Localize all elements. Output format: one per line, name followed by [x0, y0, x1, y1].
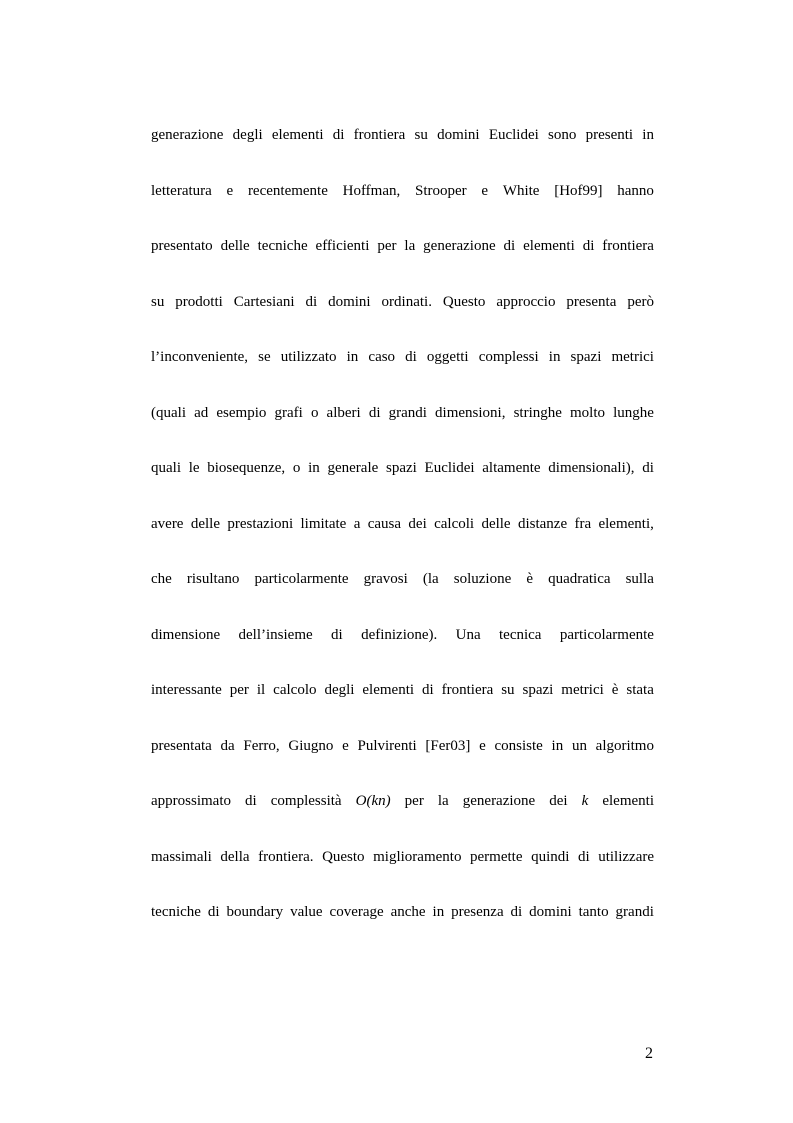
word: metrici: [561, 682, 604, 698]
word: di: [405, 349, 417, 365]
text-line: [151, 178, 654, 234]
word: di: [207, 904, 220, 920]
word: O(kn): [355, 793, 391, 809]
word: elementi: [523, 238, 575, 254]
word: oggetti: [426, 349, 469, 365]
word: su: [414, 127, 428, 143]
word: anche: [390, 904, 426, 920]
word: presentato: [151, 238, 213, 254]
word: in: [432, 904, 445, 920]
word: definizione).: [361, 626, 438, 643]
text-line: [151, 455, 654, 511]
text-line: [151, 289, 654, 345]
word: avere: [151, 515, 184, 532]
word: e: [226, 182, 234, 199]
word: generale: [327, 460, 379, 476]
word: Una: [455, 626, 481, 643]
word: metrici: [611, 349, 654, 365]
word: recentemente: [247, 182, 328, 199]
word: per: [377, 238, 397, 254]
word: Questo: [442, 293, 486, 310]
word: generazione: [462, 793, 536, 809]
text-line: [151, 566, 654, 622]
word: quindi: [531, 848, 570, 865]
word: quadratica: [548, 571, 611, 587]
word: tecnica: [499, 626, 542, 643]
word: degli: [232, 127, 263, 143]
word: frontiera: [602, 238, 654, 254]
word: massimali: [151, 848, 212, 865]
word: in: [642, 127, 654, 143]
word: esempio: [216, 404, 267, 421]
word: ordinati.: [381, 293, 432, 310]
word: [Fer03]: [425, 737, 471, 754]
word: delle: [190, 515, 220, 532]
word: Strooper: [415, 182, 467, 199]
word: fra: [574, 515, 592, 532]
word: frontiera.: [258, 848, 314, 865]
word: in: [551, 737, 564, 754]
word: spazi: [522, 682, 554, 698]
word: di: [368, 404, 381, 421]
word: di: [331, 626, 343, 643]
page-number: 2: [645, 1045, 653, 1062]
word: Pulvirenti: [357, 737, 417, 754]
word: in: [548, 349, 561, 365]
text-line: [151, 622, 654, 678]
word: complessi: [478, 349, 539, 365]
word: value: [290, 904, 323, 920]
word: sulla: [625, 571, 654, 587]
word: Questo: [322, 848, 365, 865]
word: da: [220, 737, 235, 754]
word: approccio: [496, 293, 556, 310]
word: dimensioni,: [435, 404, 506, 421]
word: utilizzato: [280, 349, 337, 365]
word: di: [582, 238, 595, 254]
word: grandi: [615, 904, 654, 920]
word: per: [404, 793, 424, 809]
word: della: [220, 848, 250, 865]
word: o: [310, 404, 319, 421]
word: delle: [481, 515, 511, 532]
word: (la: [422, 571, 439, 587]
word: elementi: [362, 682, 415, 698]
word: domini: [437, 127, 480, 143]
word: boundary: [226, 904, 284, 920]
word: di: [245, 793, 257, 809]
word: frontiera: [353, 127, 406, 143]
word: in: [346, 349, 359, 365]
word: generazione: [423, 238, 496, 254]
word: molto: [570, 404, 606, 421]
word: Giugno: [288, 737, 334, 754]
word: prodotti: [175, 293, 223, 310]
text-line: [151, 122, 654, 178]
word: e: [481, 182, 489, 199]
word: letteratura: [151, 182, 212, 199]
word: elementi,: [598, 515, 654, 532]
word: dell’insieme: [238, 626, 313, 643]
word: White: [502, 182, 540, 199]
word: Euclidei: [488, 127, 539, 143]
word: k: [581, 793, 589, 809]
word: alberi: [326, 404, 361, 421]
word: calcoli: [434, 515, 475, 532]
word: sono: [548, 127, 577, 143]
word: distanze: [517, 515, 568, 532]
word: dei: [549, 793, 568, 809]
word: complessità: [270, 793, 342, 809]
word: degli: [324, 682, 355, 698]
word: soluzione: [453, 571, 512, 587]
word: domini: [529, 904, 572, 920]
word: di: [422, 682, 434, 698]
word: calcolo: [273, 682, 317, 698]
word: se: [258, 349, 271, 365]
word: stata: [626, 682, 654, 698]
word: spazi: [570, 349, 602, 365]
word: Euclidei: [424, 460, 475, 476]
word: gravosi: [363, 571, 408, 587]
word: prestazioni: [227, 515, 294, 532]
word: su: [151, 293, 165, 310]
word: grafi: [274, 404, 303, 421]
word: e: [342, 737, 349, 754]
word: grandi: [388, 404, 427, 421]
word: è: [526, 571, 533, 587]
word: biosequenze,: [207, 460, 286, 476]
word: a: [353, 515, 361, 532]
word: hanno: [617, 182, 654, 199]
word: di: [642, 460, 654, 476]
word: utilizzare: [598, 848, 654, 865]
word: permette: [470, 848, 523, 865]
word: di: [503, 238, 516, 254]
text-line: [151, 344, 654, 400]
word: domini: [328, 293, 371, 310]
word: stringhe: [513, 404, 562, 421]
word: di: [332, 127, 345, 143]
body-paragraph: [151, 122, 654, 955]
word: quali: [151, 460, 181, 476]
word: particolarmente: [254, 571, 349, 587]
word: che: [151, 571, 172, 587]
word: dimensionali),: [548, 460, 635, 476]
word: su: [501, 682, 515, 698]
word: altamente: [482, 460, 541, 476]
word: elementi: [602, 793, 654, 809]
word: per: [229, 682, 249, 698]
word: però: [627, 293, 654, 310]
word: la: [437, 793, 449, 809]
word: [Hof99]: [554, 182, 603, 199]
word: tanto: [578, 904, 609, 920]
word: dei: [408, 515, 427, 532]
word: l’inconveniente,: [151, 349, 249, 365]
word: frontiera: [441, 682, 494, 698]
word: risultano: [186, 571, 240, 587]
word: causa: [367, 515, 402, 532]
word: presenta: [566, 293, 617, 310]
word: o: [292, 460, 301, 476]
text-line: [151, 677, 654, 733]
text-line: [151, 400, 654, 456]
word: presenti: [585, 127, 634, 143]
word: efficienti: [315, 238, 370, 254]
word: il: [256, 682, 266, 698]
word: presentata: [151, 737, 212, 754]
word: le: [188, 460, 200, 476]
word: Ferro,: [243, 737, 280, 754]
word: delle: [220, 238, 250, 254]
word: tecniche: [257, 238, 308, 254]
word: di: [577, 848, 590, 865]
word: (quali: [151, 404, 186, 421]
text-line: [151, 844, 654, 900]
text-line: [151, 788, 654, 844]
text-line: [151, 899, 654, 955]
word: di: [305, 293, 318, 310]
word: un: [571, 737, 587, 754]
text-line: [151, 511, 654, 567]
text-line: [151, 733, 654, 789]
word: generazione: [151, 127, 224, 143]
text-line: [151, 233, 654, 289]
word: elementi: [271, 127, 324, 143]
word: particolarmente: [559, 626, 654, 643]
word: di: [510, 904, 523, 920]
word: in: [308, 460, 320, 476]
word: è: [611, 682, 619, 698]
word: interessante: [151, 682, 222, 698]
word: dimensione: [151, 626, 221, 643]
word: limitate: [300, 515, 347, 532]
word: spazi: [386, 460, 417, 476]
word: Cartesiani: [233, 293, 295, 310]
word: coverage: [329, 904, 384, 920]
word: e: [479, 737, 486, 754]
word: consiste: [494, 737, 543, 754]
word: algoritmo: [595, 737, 654, 754]
word: tecniche: [151, 904, 201, 920]
word: la: [404, 238, 416, 254]
word: lunghe: [613, 404, 654, 421]
word: Hoffman,: [342, 182, 401, 199]
word: caso: [368, 349, 396, 365]
word: presenza: [451, 904, 504, 920]
word: ad: [194, 404, 209, 421]
word: approssimato: [151, 793, 231, 809]
word: miglioramento: [373, 848, 462, 865]
